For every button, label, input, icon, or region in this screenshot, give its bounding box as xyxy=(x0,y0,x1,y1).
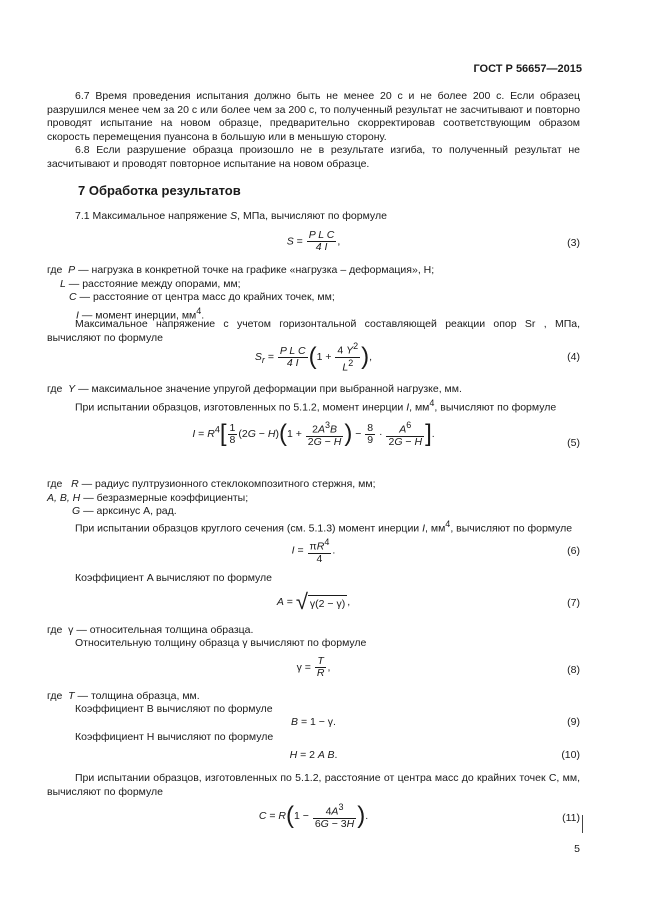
equation-11: C = R(1 − $\frac{4A^3}{6G - 3H}$ ). (11) xyxy=(258,802,580,830)
equation-3: S = $\frac{\text{P L C}}{4 I}$ , (3) xyxy=(286,229,580,253)
paragraph-sr: Максимальное напряжение с учетом горизонтальной составляющей реакции опор Sr , МПа, вычисляют по формуле xyxy=(47,318,580,344)
equation-number: (4) xyxy=(567,351,580,363)
equation-7: A = √ γ(2 − γ) , (7) xyxy=(276,589,580,614)
standard-header: ГОСТ Р 56657—2015 xyxy=(473,63,582,75)
paragraph-7-1: 7.1 Максимальное напряжение S, МПа, вычисляют по формуле xyxy=(75,210,387,222)
paragraph-6-8: 6.8 Если разрушение образца произошло не в результате изгиба, то полученный результат не засчитывают и проводят повторное испытание на новом образце. xyxy=(47,144,580,170)
paragraph-6-7: 6.7 Время проведения испытания должно быть не менее 20 с и не более 200 с. Если образец разрушился менее чем за 20 с или более чем за 200 с, то полученный результат не засчитывают и повторно проводят испытание на новом образце, предварительно скорректировав соответствующим образом скорость перемещения пуансона в большую или в меньшую сторону. xyxy=(47,90,580,143)
definitions-eq7: где γ — относительная толщина образца. xyxy=(47,624,254,636)
revision-bar xyxy=(582,815,583,833)
equation-10: H = 2 A B. (10) xyxy=(289,749,580,761)
paragraph-inertia-512: При испытании образцов, изготовленных по 5.1.2, момент инерции I, $мм^4$, вычисляют по формуле xyxy=(75,398,557,414)
equation-number: (11) xyxy=(562,812,580,824)
equation-number: (3) xyxy=(567,237,580,249)
equation-number: (10) xyxy=(561,749,580,761)
paragraph-coef-h: Коэффициент H вычисляют по формуле xyxy=(75,731,274,743)
paragraph-coef-a: Коэффициент A вычисляют по формуле xyxy=(75,572,273,584)
equation-4: $S_r$ = $\frac{\text{P L C}}{4 I}$ (1 + $\frac{4 Y^2}{L^2}$ ), (4) xyxy=(254,341,580,373)
definitions-eq4: где Y — максимальное значение упругой деформации при выбранной нагрузке, мм. xyxy=(47,383,462,395)
equation-9: B = 1 − γ. (9) xyxy=(291,716,580,728)
paragraph-c: При испытании образцов, изготовленных по 5.1.2, расстояние от центра масс до крайних точек C, мм, вычисляют по формуле xyxy=(47,772,580,798)
equation-number: (6) xyxy=(567,545,580,557)
paragraph-round-section: При испытании образцов круглого сечения (см. 5.1.3) момент инерции I, $мм^4$, вычисляют по формуле xyxy=(75,519,573,535)
definitions-eq3: где P — нагрузка в конкретной точке на графике «нагрузка – деформация», Н; L — расстояние между опорами, мм; C — расстояние от центра масс до крайних точек, мм; I — момент инерции, $мм^4$. xyxy=(47,264,435,322)
paragraph-gamma: Относительную толщину образца γ вычисляют по формуле xyxy=(75,637,367,649)
equation-number: (5) xyxy=(567,437,580,449)
equation-5: $I = R^4$[ $\frac{1}{8}$ (2G − H)(1 + $\frac{2A^3B}{2G - H}$ ) − $\frac{8}{9}$ · $\frac{A^6}{2G - H}$ ]. (5) xyxy=(192,420,580,449)
paragraph-coef-b: Коэффициент B вычисляют по формуле xyxy=(75,703,273,715)
section-title: 7 Обработка результатов xyxy=(78,183,241,198)
definitions-eq8: где T — толщина образца, мм. xyxy=(47,690,200,702)
page-number: 5 xyxy=(574,843,580,855)
definitions-eq5: где R — радиус пултрузионного стеклокомпозитного стержня, мм; A, B, H — безразмерные коэффициенты; G — арксинус A, рад. xyxy=(47,478,376,518)
equation-number: (7) xyxy=(567,597,580,609)
equation-8: γ = $\frac{T}{R}$ , (8) xyxy=(296,655,580,679)
equation-number: (9) xyxy=(567,716,580,728)
equation-6: I = $\frac{\pi R^4}{4}$ . (6) xyxy=(291,537,580,565)
equation-number: (8) xyxy=(567,664,580,676)
